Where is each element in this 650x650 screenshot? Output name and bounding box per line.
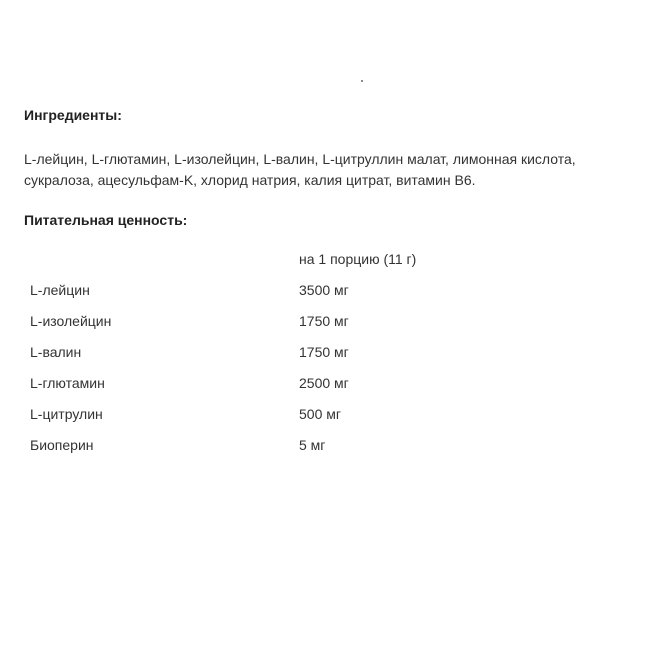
nutrient-name: L-изолейцин [30, 313, 112, 329]
nutrient-value: 5 мг [299, 437, 326, 453]
nutrient-name: L-цитрулин [30, 406, 103, 422]
nutrient-name: Биоперин [30, 437, 94, 453]
nutrient-name: L-лейцин [30, 282, 90, 298]
ingredients-heading: Ингредиенты: [24, 107, 122, 123]
serving-column-header: на 1 порцию (11 г) [299, 251, 417, 267]
nutrient-value: 500 мг [299, 406, 341, 422]
nutrient-name: L-валин [30, 344, 82, 360]
decorative-dot [361, 80, 363, 82]
ingredients-line: сукралоза, ацесульфам-K, хлорид натрия, калия цитрат, витамин B6. [24, 172, 476, 188]
ingredients-line: L-лейцин, L-глютамин, L-изолейцин, L-валин, L-цитруллин малат, лимонная кислота, [24, 151, 576, 167]
nutrient-name: L-глютамин [30, 375, 105, 391]
nutrient-value: 1750 мг [299, 313, 349, 329]
nutrient-value: 2500 мг [299, 375, 349, 391]
ingredients-text [24, 149, 634, 191]
nutrient-value: 1750 мг [299, 344, 349, 360]
nutrition-heading: Питательная ценность: [24, 212, 188, 228]
nutrient-value: 3500 мг [299, 282, 349, 298]
